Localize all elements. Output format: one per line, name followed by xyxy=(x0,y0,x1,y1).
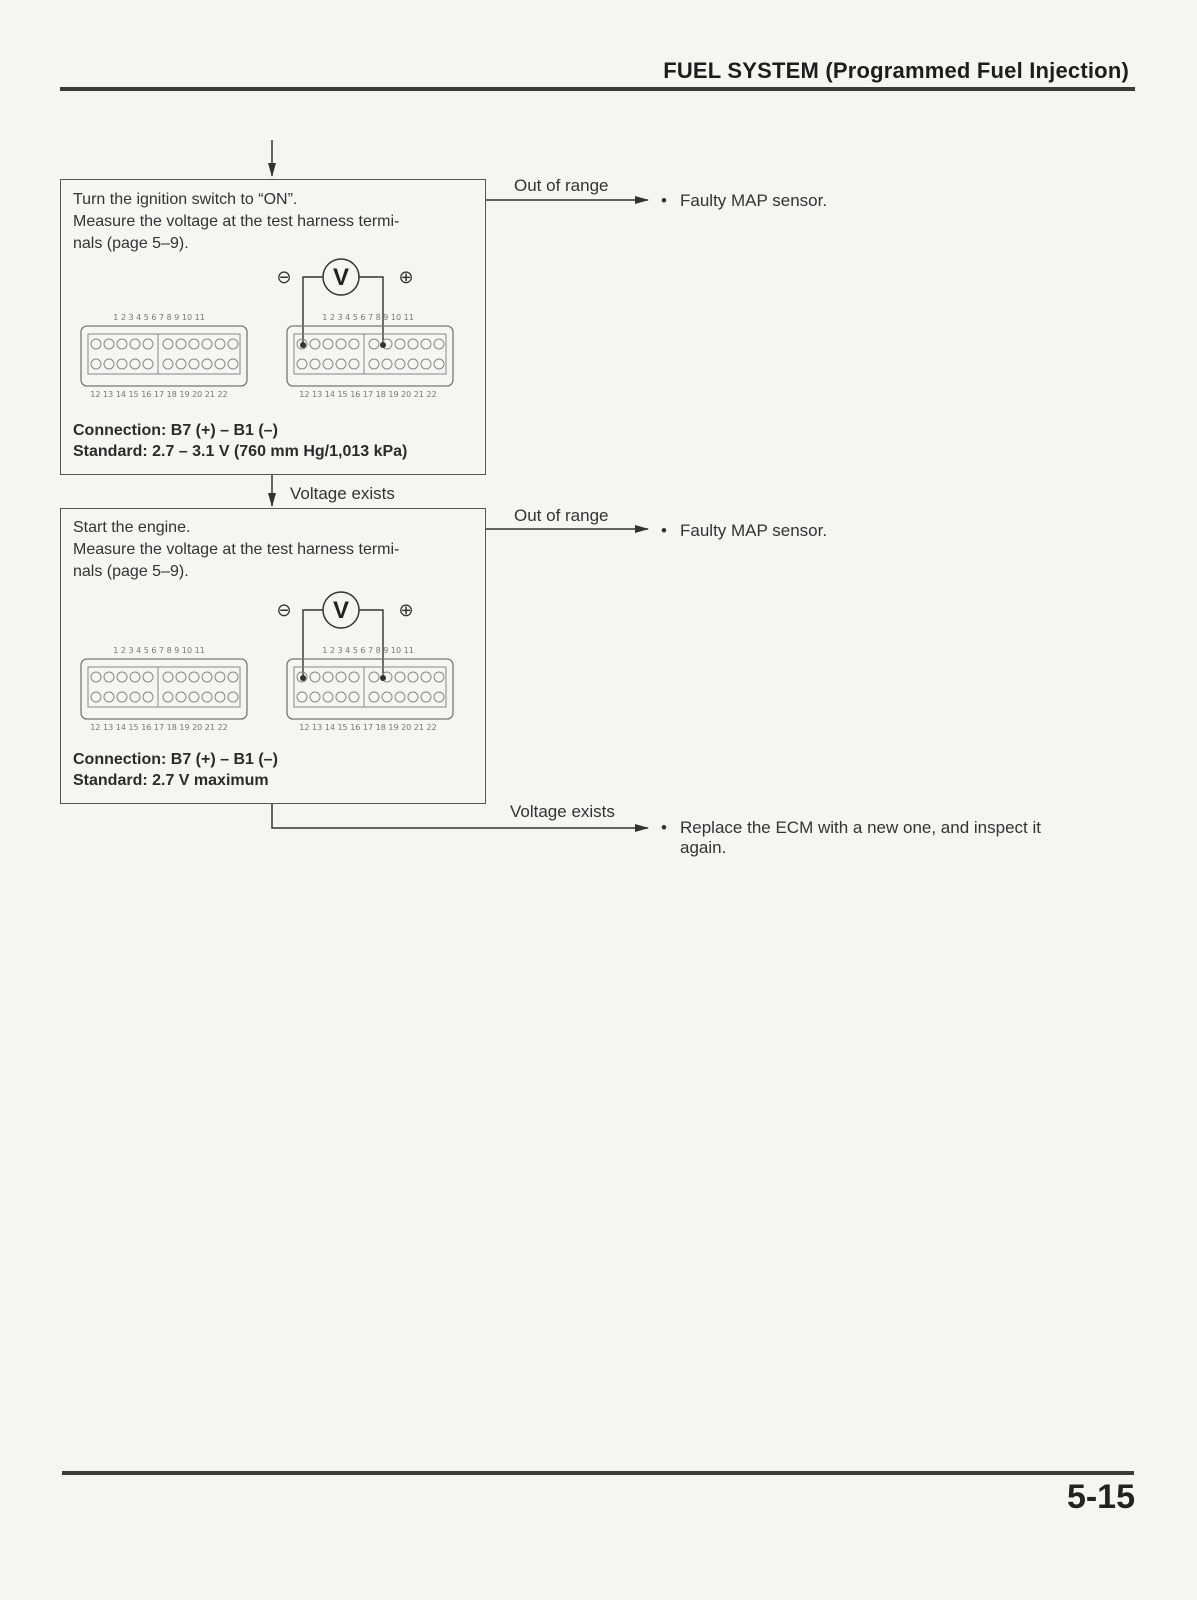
right-top-pin-numbers: 1 2 3 4 5 6 7 8 9 10 11 xyxy=(322,646,414,655)
minus-symbol: ⊖ xyxy=(276,600,292,621)
lead-negative xyxy=(303,277,323,345)
left-top-pin-numbers: 1 2 3 4 5 6 7 8 9 10 11 xyxy=(113,313,205,322)
step2-standard: Standard: 2.7 V maximum xyxy=(73,772,269,789)
left-top-pin-numbers: 1 2 3 4 5 6 7 8 9 10 11 xyxy=(113,646,205,655)
step1-result: Faulty MAP sensor. xyxy=(680,191,828,210)
left-connector-pins xyxy=(91,334,238,374)
step1-line-2: Measure the voltage at the test harness termi- xyxy=(73,213,400,230)
probe-point-b7 xyxy=(380,675,386,681)
left-bottom-pin-numbers: 12 13 14 15 16 17 18 19 20 21 22 xyxy=(90,723,228,732)
probe-point-b7 xyxy=(380,342,386,348)
lead-positive xyxy=(359,277,383,345)
step2-out-of-range-label: Out of range xyxy=(514,506,609,525)
final-result-line-2: again. xyxy=(680,838,727,857)
voltmeter-label: V xyxy=(332,597,350,624)
step1-instructions xyxy=(73,189,483,255)
step2-connector-diagram xyxy=(72,585,472,743)
minus-symbol: ⊖ xyxy=(276,267,292,288)
final-result-line-1: Replace the ECM with a new one, and inspect it xyxy=(680,818,1041,837)
right-bottom-pin-numbers: 12 13 14 15 16 17 18 19 20 21 22 xyxy=(299,390,437,399)
step2-instructions xyxy=(73,517,483,583)
step1-out-of-range-label: Out of range xyxy=(514,176,609,195)
right-connector-pins xyxy=(297,334,444,374)
voltmeter-label: V xyxy=(332,264,350,291)
step2-connection: Connection: B7 (+) – B1 (–) xyxy=(73,751,278,768)
probe-point-b1 xyxy=(300,675,306,681)
left-bottom-pin-numbers: 12 13 14 15 16 17 18 19 20 21 22 xyxy=(90,390,228,399)
left-connector-housing xyxy=(81,659,247,719)
right-top-pin-numbers: 1 2 3 4 5 6 7 8 9 10 11 xyxy=(322,313,414,322)
lead-positive xyxy=(359,610,383,678)
step2-result: Faulty MAP sensor. xyxy=(680,521,828,540)
step1-connector-diagram xyxy=(72,252,472,410)
right-connector-housing xyxy=(287,326,453,386)
probe-point-b1 xyxy=(300,342,306,348)
left-connector-pins xyxy=(91,667,238,707)
step2-line-2: Measure the voltage at the test harness termi- xyxy=(73,541,400,558)
step1-result-bullet: • xyxy=(661,191,667,210)
right-connector-housing xyxy=(287,659,453,719)
step1-voltage-exists-label: Voltage exists xyxy=(290,484,395,503)
left-connector-housing xyxy=(81,326,247,386)
plus-symbol: ⊕ xyxy=(398,267,414,288)
right-bottom-pin-numbers: 12 13 14 15 16 17 18 19 20 21 22 xyxy=(299,723,437,732)
step2-voltage-exists-label: Voltage exists xyxy=(510,802,615,821)
page-number: 5-15 xyxy=(1066,1478,1135,1516)
step2-result-bullet: • xyxy=(661,521,667,540)
step1-standard: Standard: 2.7 – 3.1 V (760 mm Hg/1,013 kPa) xyxy=(73,443,408,460)
page-header-title: FUEL SYSTEM (Programmed Fuel Injection) xyxy=(663,58,1129,83)
step2-line-1: Start the engine. xyxy=(73,519,191,536)
step2-line-3: nals (page 5–9). xyxy=(73,563,189,580)
lead-negative xyxy=(303,610,323,678)
plus-symbol: ⊕ xyxy=(398,600,414,621)
footer-rule xyxy=(62,1471,1134,1475)
right-connector-pins xyxy=(297,667,444,707)
final-result xyxy=(680,818,1100,858)
step1-connection: Connection: B7 (+) – B1 (–) xyxy=(73,422,278,439)
step1-line-3: nals (page 5–9). xyxy=(73,235,189,252)
final-result-bullet: • xyxy=(661,818,667,837)
step1-line-1: Turn the ignition switch to “ON”. xyxy=(73,191,298,208)
